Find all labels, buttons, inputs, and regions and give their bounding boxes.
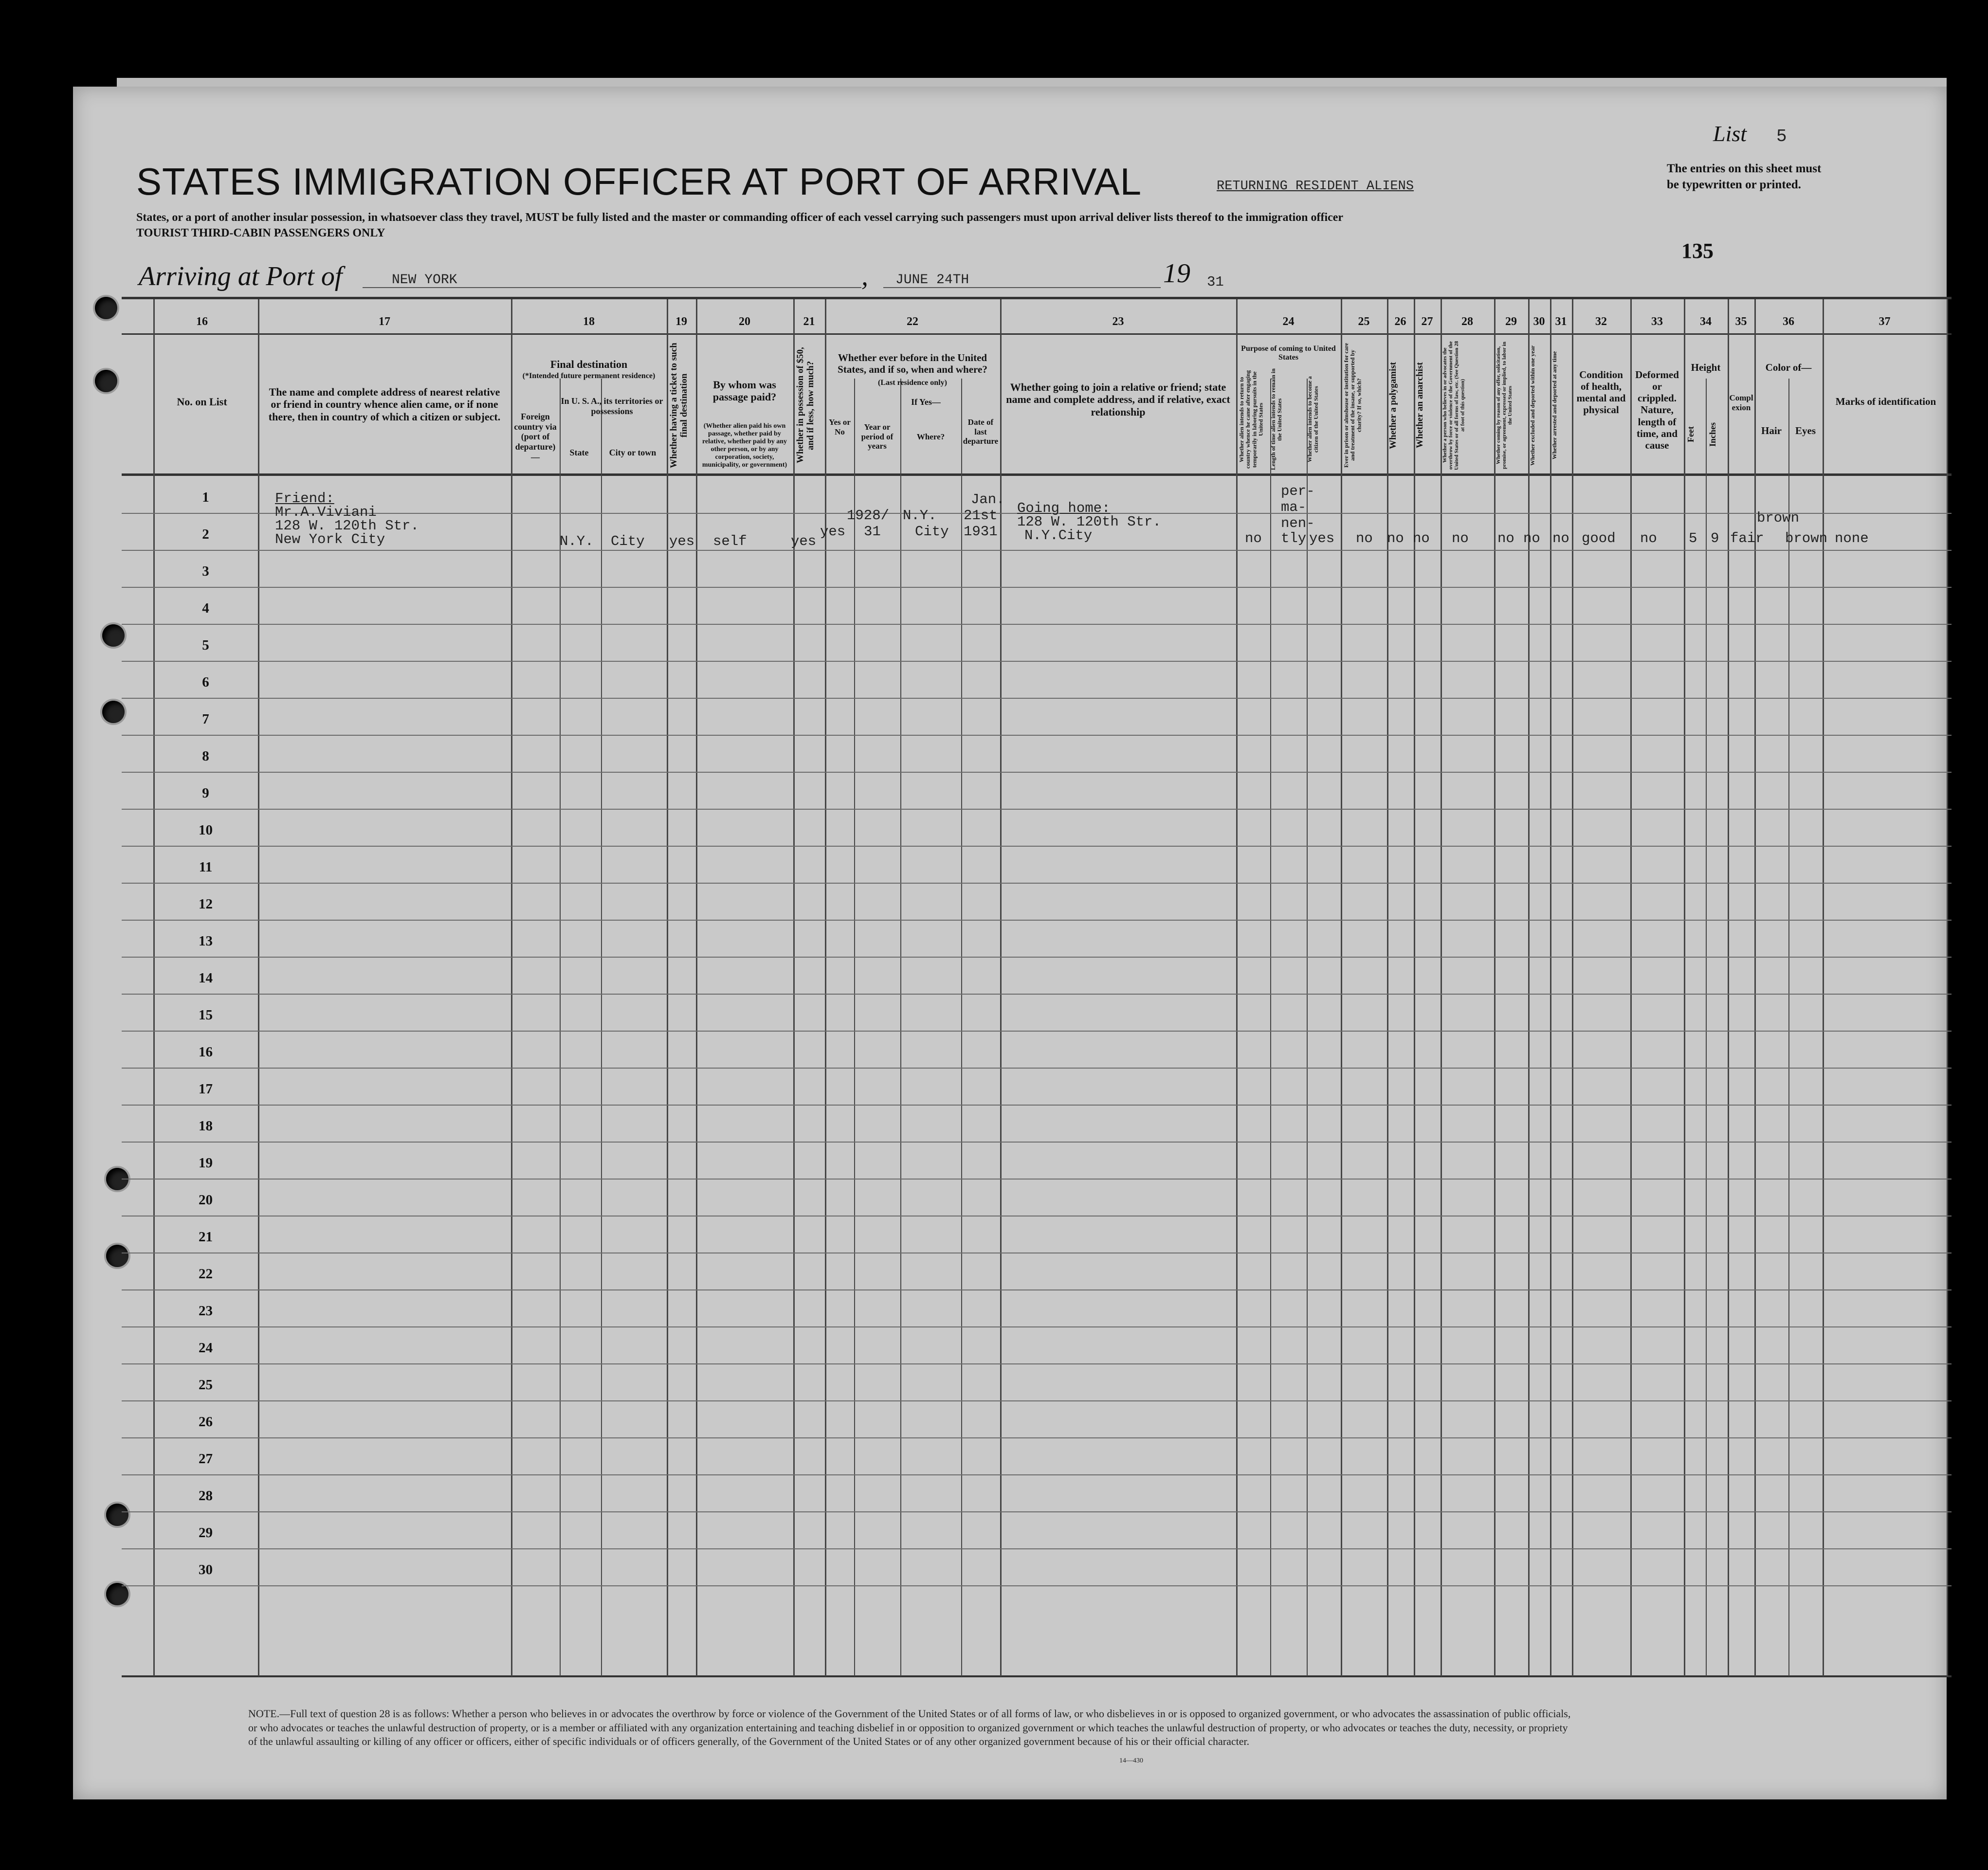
instruction-line: States, or a port of another insular possession, in whatsoever class they travel, MUST be fully listed and the master or commanding officer of each vessel carrying such passengers must upon arrival deliver lists thereof to the immigration officer bbox=[136, 211, 1344, 224]
row-rule bbox=[122, 1105, 1952, 1106]
entry-q28: no bbox=[1452, 530, 1469, 546]
colnum-23: 23 bbox=[1112, 315, 1124, 328]
header-deformed: Deformed or crippled. Nature, length of time, and cause bbox=[1635, 369, 1679, 451]
row-number: 20 bbox=[199, 1192, 213, 1208]
entry-join-3: N.Y.City bbox=[1024, 527, 1093, 544]
header-feet: Feet bbox=[1686, 426, 1696, 443]
row-rule bbox=[122, 1585, 1952, 1586]
colnum-29: 29 bbox=[1505, 315, 1517, 328]
entry-before-yes: yes bbox=[820, 524, 846, 540]
header-purpose: Purpose of coming to United States bbox=[1241, 345, 1336, 362]
header-no-on-list: No. on List bbox=[177, 396, 227, 408]
punch-hole bbox=[106, 1245, 128, 1267]
row-rule bbox=[122, 1289, 1952, 1290]
entry-q29: no bbox=[1497, 530, 1514, 546]
tourist-line: TOURIST THIRD-CABIN PASSENGERS ONLY bbox=[136, 227, 385, 239]
header-relative-address: The name and complete address of nearest relative or friend in country whence alien came, or if none there, then in country of which a citizen or subject. bbox=[268, 386, 501, 423]
row-number: 15 bbox=[199, 1007, 213, 1023]
colnum-28: 28 bbox=[1461, 315, 1473, 328]
column-rule bbox=[1387, 299, 1388, 1676]
column-rule bbox=[961, 379, 962, 1676]
category-label: RETURNING RESIDENT ALIENS bbox=[1217, 179, 1414, 194]
row-number: 7 bbox=[202, 711, 209, 727]
header-polygamist: Whether a polygamist bbox=[1388, 362, 1398, 449]
header-purpose-citizen: Whether alien intends to become a citizen of the United States bbox=[1306, 376, 1320, 463]
header-yes-no: Yes or No bbox=[829, 418, 851, 436]
header-join-relative: Whether going to join a relative or friend; state name and complete address, and if relative, exact relationship bbox=[1006, 381, 1230, 418]
column-rule bbox=[667, 299, 668, 1676]
row-number: 29 bbox=[199, 1525, 213, 1541]
column-rule bbox=[1236, 299, 1238, 1676]
header-q29: Whether coming by reason of any offer, solicitation, promise, or agreement, expressed or implied, to labor in the United States bbox=[1496, 342, 1514, 469]
row-number: 17 bbox=[199, 1081, 213, 1097]
row-rule bbox=[122, 1400, 1952, 1401]
column-rule bbox=[1550, 299, 1551, 1676]
entry-eyes: brown bbox=[1785, 530, 1828, 546]
entry-dep-1: Jan. bbox=[971, 491, 1005, 508]
entry-relative-name: Mr.A.Viviani bbox=[275, 504, 377, 520]
date-value: JUNE 24TH bbox=[895, 272, 969, 288]
entry-health: good bbox=[1582, 530, 1616, 546]
header-where: Where? bbox=[916, 432, 945, 441]
column-rule bbox=[1947, 299, 1948, 1676]
row-rule bbox=[122, 1326, 1952, 1327]
header-q28: Whether a person who believes in or advocates the overthrow by force or violence of the Government of the United States or of all forms of law, etc. (See Question 28 at foot of this question) bbox=[1442, 341, 1466, 470]
row-rule bbox=[122, 1031, 1952, 1032]
entry-ticket: yes bbox=[669, 533, 695, 549]
port-value: NEW YORK bbox=[392, 272, 457, 288]
row-number: 12 bbox=[199, 896, 213, 912]
header-fifty-dollars: Whether in possession of $50, and if less, how much? bbox=[795, 347, 816, 464]
entry-relative-street: 128 W. 120th Str. bbox=[275, 518, 419, 534]
footnote-q28: NOTE.—Full text of question 28 is as follows: Whether a person who believes in or advocates the overthrow by force or violence of the Government of the United States or of all forms of law, or who disbelieves in or is opposed to organized government, or who advocates the assassination of public officials, or who advocates or teaches the unlawful destruction of property, or is a member or affiliated with any organization entertaining and teaching disbelief in or opposition to organized government or which teaches the unlawful destruction of property, or who advocates or teaches the duty, necessity, or propriety of the unlawful assaulting or killing of any officer or officers, either of specific individuals or of officers generally, of the Government of the United States or of any other organized government because of his or their official character. bbox=[248, 1707, 1571, 1748]
row-number: 13 bbox=[199, 933, 213, 949]
row-rule bbox=[122, 1474, 1952, 1475]
colnum-34: 34 bbox=[1700, 315, 1712, 328]
header-purpose-length: Length of time alien intends to remain in the United States bbox=[1270, 368, 1283, 471]
row-rule bbox=[122, 698, 1952, 699]
row-number: 28 bbox=[199, 1488, 213, 1504]
row-rule bbox=[122, 809, 1952, 810]
header-final-destination: Final destination bbox=[550, 358, 628, 370]
row-number: 19 bbox=[199, 1155, 213, 1171]
entry-join-1: Going home: bbox=[1017, 500, 1111, 516]
header-in-usa: In U. S. A., its territories or possessions bbox=[561, 396, 663, 416]
row-rule bbox=[122, 772, 1952, 773]
column-rule bbox=[1572, 299, 1573, 1676]
header-purpose-return: Whether alien intends to return to country whence he came after engaging temporarily in laboring pursuits in the United States bbox=[1238, 370, 1264, 469]
row-number: 27 bbox=[199, 1451, 213, 1467]
row-rule bbox=[122, 550, 1952, 551]
row-number: 8 bbox=[202, 748, 209, 764]
row-number: 4 bbox=[202, 600, 209, 616]
entries-note-line2: be typewritten or printed. bbox=[1667, 178, 1801, 191]
row-rule bbox=[122, 1437, 1952, 1438]
row-rule bbox=[122, 1363, 1952, 1364]
header-height: Height bbox=[1691, 362, 1721, 373]
punch-hole bbox=[102, 701, 125, 723]
list-label: List bbox=[1713, 121, 1747, 146]
page-number: 135 bbox=[1681, 239, 1714, 263]
header-anarchist: Whether an anarchist bbox=[1415, 362, 1425, 449]
colnum-18: 18 bbox=[583, 315, 595, 328]
column-rule bbox=[854, 379, 855, 1676]
row-number: 22 bbox=[199, 1266, 213, 1282]
entry-state: N.Y. bbox=[560, 533, 594, 549]
colnum-20: 20 bbox=[739, 315, 750, 328]
table-top-rule bbox=[122, 297, 1952, 299]
row-rule bbox=[122, 1179, 1952, 1180]
column-rule bbox=[1414, 299, 1415, 1676]
colnum-31: 31 bbox=[1555, 315, 1567, 328]
column-rule bbox=[825, 299, 826, 1676]
column-rule bbox=[1494, 299, 1496, 1676]
row-rule bbox=[122, 1142, 1952, 1143]
header-date-departure: Date of last departure bbox=[963, 418, 999, 446]
header-color-of: Color of— bbox=[1765, 362, 1812, 373]
table-bottom-rule bbox=[122, 1675, 1952, 1677]
row-number: 3 bbox=[202, 563, 209, 579]
entry-complexion: fair bbox=[1730, 530, 1764, 546]
header-prison: Ever in prison or almshouse or institution for care and treatment of the insane, or supported by charity? If so, which? bbox=[1343, 343, 1363, 468]
colnum-27: 27 bbox=[1421, 315, 1433, 328]
entry-q24-length-2: ma- bbox=[1281, 499, 1307, 515]
punch-hole bbox=[102, 624, 125, 647]
entry-hair: brown bbox=[1757, 510, 1800, 526]
column-rule bbox=[511, 299, 512, 1676]
header-bottom-rule bbox=[122, 473, 1952, 476]
row-number: 14 bbox=[199, 970, 213, 986]
row-number: 11 bbox=[199, 859, 213, 875]
entry-q24-length-4: tly bbox=[1281, 530, 1307, 546]
row-rule bbox=[122, 735, 1952, 736]
colnum-25: 25 bbox=[1358, 315, 1370, 328]
entry-q31: no bbox=[1552, 530, 1569, 546]
list-number: 5 bbox=[1776, 127, 1787, 146]
row-number: 9 bbox=[202, 785, 209, 801]
row-rule bbox=[122, 587, 1952, 588]
row-number: 26 bbox=[199, 1414, 213, 1430]
header-passage-paid: By whom was passage paid? bbox=[712, 379, 777, 403]
header-ever-before: Whether ever before in the United States, and if so, when and where? bbox=[838, 352, 987, 376]
row-number: 23 bbox=[199, 1303, 213, 1319]
row-rule bbox=[122, 846, 1952, 847]
header-marks: Marks of identification bbox=[1835, 396, 1936, 407]
column-rule bbox=[1528, 299, 1530, 1676]
colnum-33: 33 bbox=[1651, 315, 1663, 328]
row-number: 6 bbox=[202, 674, 209, 690]
colnum-22: 22 bbox=[907, 315, 918, 328]
entry-paid-by: self bbox=[713, 533, 747, 549]
colnum-36: 36 bbox=[1783, 315, 1794, 328]
header-complexion: Complexion bbox=[1729, 393, 1753, 412]
row-rule bbox=[122, 883, 1952, 884]
header-ticket: Whether having a ticket to such final destination bbox=[669, 343, 689, 468]
column-rule bbox=[1630, 299, 1632, 1676]
row-rule bbox=[122, 1548, 1952, 1549]
entry-q25: no bbox=[1356, 530, 1373, 546]
entry-inches: 9 bbox=[1711, 530, 1719, 546]
header-ever-before-sub: (Last residence only) bbox=[878, 379, 947, 387]
entry-relative-city: New York City bbox=[275, 531, 385, 547]
header-inches: Inches bbox=[1708, 422, 1717, 447]
row-number: 21 bbox=[199, 1229, 213, 1245]
punch-hole bbox=[95, 370, 117, 392]
column-rule bbox=[1706, 379, 1707, 1676]
row-rule bbox=[122, 957, 1952, 958]
colnum-35: 35 bbox=[1735, 315, 1747, 328]
column-rule bbox=[793, 299, 795, 1676]
entry-where-1: N.Y. bbox=[903, 508, 937, 524]
arriving-label: Arriving at Port of bbox=[139, 261, 343, 291]
column-rule bbox=[1684, 299, 1685, 1676]
row-number: 18 bbox=[199, 1118, 213, 1134]
row-rule bbox=[122, 994, 1952, 995]
entry-relative-label: Friend: bbox=[275, 490, 334, 507]
column-rule bbox=[696, 299, 697, 1676]
header-eyes: Eyes bbox=[1795, 425, 1816, 436]
row-number: 10 bbox=[199, 822, 213, 838]
entry-q26: no bbox=[1387, 530, 1404, 546]
row-rule bbox=[122, 624, 1952, 625]
column-rule bbox=[601, 379, 602, 1676]
column-rule bbox=[153, 299, 155, 1676]
row-rule bbox=[122, 1511, 1952, 1512]
entry-q24-length-3: nen- bbox=[1281, 515, 1315, 531]
header-state: State bbox=[569, 448, 589, 457]
header-q30: Whether excluded and deported within one year bbox=[1529, 345, 1536, 466]
punch-hole bbox=[95, 297, 117, 319]
colnum-32: 32 bbox=[1595, 315, 1607, 328]
header-hair: Hair bbox=[1761, 425, 1782, 436]
entry-marks: none bbox=[1835, 530, 1869, 546]
row-rule bbox=[122, 661, 1952, 662]
header-foreign-country: Foreign country via (port of departure)— bbox=[514, 412, 557, 462]
entry-q24-length-1: per- bbox=[1281, 483, 1315, 499]
row-number: 30 bbox=[199, 1562, 213, 1578]
entry-year-2: 31 bbox=[864, 524, 881, 540]
column-rule bbox=[1441, 299, 1442, 1676]
form-number: 14—430 bbox=[1119, 1757, 1143, 1764]
row-number: 24 bbox=[199, 1340, 213, 1356]
row-rule bbox=[122, 1068, 1952, 1069]
year-suffix: 31 bbox=[1207, 274, 1224, 290]
colnum-17: 17 bbox=[379, 315, 390, 328]
column-rule bbox=[258, 299, 259, 1676]
header-q31: Whether arrested and deported at any time bbox=[1551, 351, 1558, 460]
entry-q24-citizen: yes bbox=[1309, 530, 1335, 546]
column-rule bbox=[900, 379, 901, 1676]
entry-dep-2: 21st bbox=[964, 508, 998, 524]
colnum-19: 19 bbox=[675, 315, 687, 328]
header-if-yes: If Yes— bbox=[911, 397, 941, 407]
year-prefix: 19 bbox=[1163, 258, 1190, 289]
row-number: 5 bbox=[202, 637, 209, 653]
column-rule bbox=[1728, 299, 1729, 1676]
entry-year-1: 1928/ bbox=[847, 508, 890, 524]
colnum-16: 16 bbox=[196, 315, 208, 328]
column-rule bbox=[1270, 379, 1271, 1676]
colnum-24: 24 bbox=[1282, 315, 1295, 328]
manifest-sheet bbox=[73, 87, 1947, 1799]
entry-where-2: City bbox=[915, 524, 949, 540]
entry-feet: 5 bbox=[1689, 530, 1697, 546]
row-number: 1 bbox=[202, 490, 209, 505]
entry-q30: no bbox=[1523, 530, 1540, 546]
header-health: Condition of health, mental and physical bbox=[1576, 369, 1626, 416]
header-final-destination-sub: (*Intended future permanent residence) bbox=[522, 372, 656, 380]
page-title: STATES IMMIGRATION OFFICER AT PORT OF ARRIVAL bbox=[136, 160, 1142, 203]
colnum-30: 30 bbox=[1533, 315, 1545, 328]
entry-join-2: 128 W. 120th Str. bbox=[1017, 514, 1161, 530]
row-rule bbox=[122, 920, 1952, 921]
column-rule bbox=[1754, 299, 1756, 1676]
entries-note-line1: The entries on this sheet must bbox=[1667, 162, 1822, 175]
column-rule bbox=[1788, 379, 1789, 1676]
column-rule bbox=[1341, 299, 1342, 1676]
row-number: 2 bbox=[202, 527, 209, 542]
colnum-37: 37 bbox=[1879, 315, 1891, 328]
column-rule bbox=[560, 379, 561, 1676]
header-year-period: Year or period of years bbox=[861, 422, 894, 451]
header-city: City or town bbox=[609, 448, 657, 457]
entry-fifty: yes bbox=[791, 533, 817, 549]
comma-sep: , bbox=[861, 261, 868, 291]
colnum-26: 26 bbox=[1394, 315, 1406, 328]
row-number: 25 bbox=[199, 1377, 213, 1393]
column-rule bbox=[1823, 299, 1824, 1676]
entry-dep-3: 1931 bbox=[964, 524, 998, 540]
entry-city: City bbox=[611, 533, 645, 549]
colnum-rule bbox=[122, 333, 1952, 335]
punch-hole bbox=[106, 1504, 128, 1526]
entry-deformed: no bbox=[1640, 530, 1657, 546]
colnum-21: 21 bbox=[803, 315, 815, 328]
row-number: 16 bbox=[199, 1044, 213, 1060]
entry-q27: no bbox=[1413, 530, 1430, 546]
header-passage-paid-sub: (Whether alien paid his own passage, whether paid by relative, whether paid by any other person, or by any corporation, society, municipality, or government) bbox=[702, 422, 787, 469]
column-rule bbox=[1307, 379, 1308, 1676]
entry-q24-return: no bbox=[1245, 530, 1262, 546]
